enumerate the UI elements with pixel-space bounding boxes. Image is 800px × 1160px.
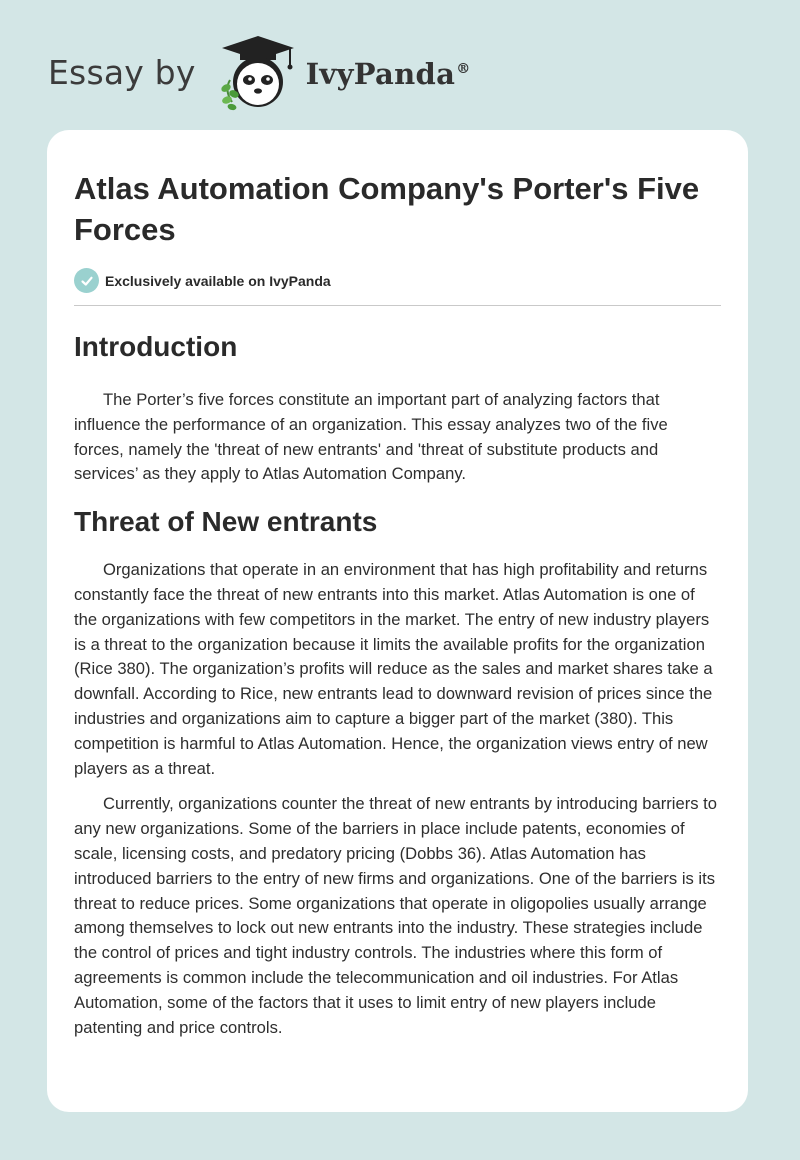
- essay-card: [47, 130, 748, 1112]
- brand-prefix: Essay by: [48, 52, 196, 92]
- paragraph: The Porter’s five forces constitute an important part of analyzing factors that influence the performance of an organization. This essay analyzes two of the five forces, namely the 'threat of new entrants' and 'threat of substitute products and services’ as they apply to Atlas Automation Company.: [74, 390, 668, 484]
- section-heading: Threat of New entrants: [74, 506, 378, 538]
- paragraph: Organizations that operate in an environment that has high profitability and returns constantly face the threat of new entrants into this market. Atlas Automation is one of the organizations with few competitors in the market. The entry of new industry players is a threat to the organization because it limits the available profits for the organization (Rice 380). The organization’s profits will reduce as the sales and market shares take a downfall. According to Rice, new entrants lead to downward revision of prices since the industries and organizations aim to capture a bigger part of the market (380). This competition is harmful to Atlas Automation. Hence, the organization views entry of new players as a threat.: [74, 560, 713, 778]
- registered-mark: ®: [456, 61, 471, 78]
- exclusive-badge: [74, 268, 721, 306]
- check-icon: [74, 268, 99, 293]
- essay-title: Atlas Automation Company's Porter's Five Forces: [74, 171, 700, 247]
- brand-name-text: IvyPanda: [305, 57, 456, 91]
- section-threat-of-new-entrants: [74, 505, 721, 1040]
- section-introduction: [74, 330, 721, 487]
- ivypanda-logo-icon[interactable]: [210, 32, 300, 112]
- brand-name[interactable]: [306, 57, 471, 91]
- paragraph: Currently, organizations counter the threat of new entrants by introducing barriers to any new organizations. Some of the barriers in place include patents, economies of scale, licensing costs, and predatory pricing (Dobbs 36). Atlas Automation has introduced barriers to the entry of new firms and organizations. One of the barriers is its threat to reduce prices. Some organizations that operate in oligopolies usually arrange among themselves to lock out new entrants into the industry. These strategies include the control of prices and tight industry controls. The industries where this form of agreements is common include the telecommunication and oil industries. For Atlas Automation, some of the factors that it uses to limit entry of new players include patenting and price controls.: [74, 794, 717, 1037]
- site-header: [48, 30, 471, 114]
- section-heading: Introduction: [74, 331, 238, 362]
- exclusive-badge-text: Exclusively available on IvyPanda: [105, 272, 331, 289]
